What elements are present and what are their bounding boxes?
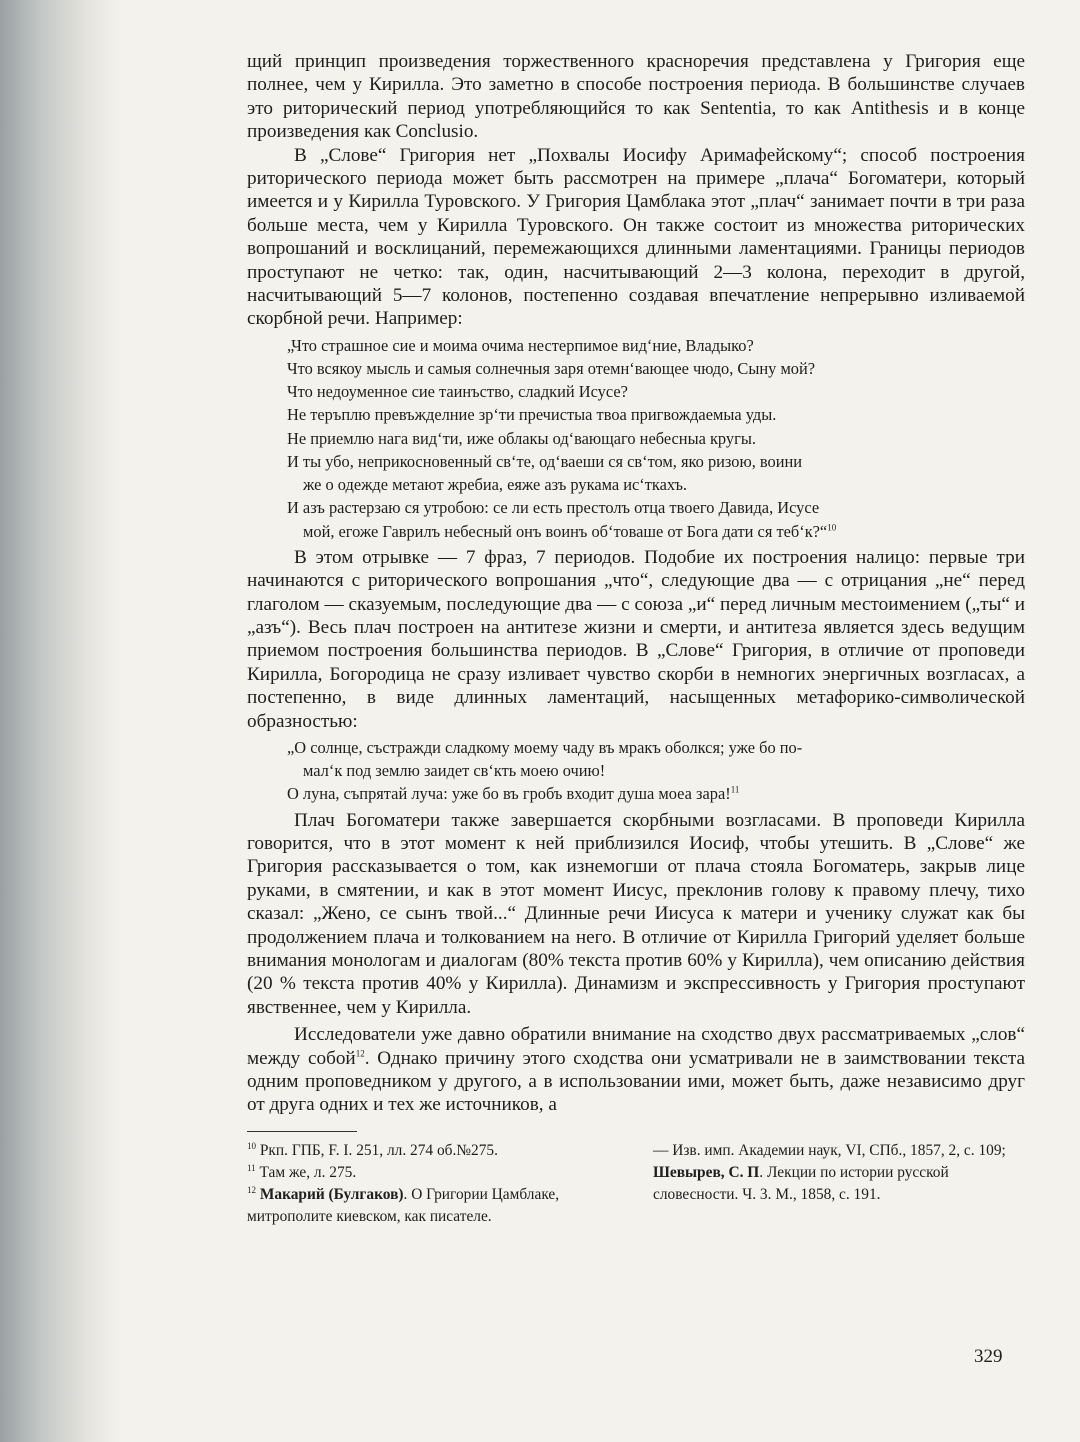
footnote-11: $^{11}$ Там же, л. 275. (247, 1162, 357, 1181)
paragraph-2: В „Слове“ Григория нет „Похвалы Иосифу Аримафейскому“; способ построения риторического периода может быть рассмотрен на примере „плача“ Богоматери, который имеется и у Кирилла Туровского. У Григория Цамблака этот „плач“ занимает почти в три раза больше места, чем у Кирилла Туровского. Он также состоит из множества риторических вопрошаний и восклицаний, перемежающихся длинными ламентациями. Границы периодов проступают не четко: так, один, насчитывающий 2—3 колона, переходит в другой, насчитывающий 5—7 колонов, постепенно создавая впечатление непрерывно изливаемой скорбной речи. Например: (247, 144, 1025, 330)
quote-line-last: О луна, съпрятай луча: уже бо въ гробъ входит душа моеа зара!$^{11}$ (287, 784, 740, 804)
quote-line: Что всякоу мысль и самыя солнечныя заря отемн‘вающее чюдо, Сыну мой? (287, 359, 816, 379)
page-number: 329 (974, 1346, 1003, 1367)
quote-line: И азъ растерзаю ся утробою: се ли есть престолъ отца твоего Давида, Исусе (287, 498, 820, 518)
footnote-ref-11: 11 (730, 784, 740, 795)
book-gutter-shadow (0, 0, 120, 1442)
quote-line: И ты убо, неприкосновенный св‘те, од‘ваеши ся св‘том, яко ризою, воини (287, 451, 803, 471)
footnotes-left-column (247, 1140, 619, 1228)
footnote-ref-10: 10 (827, 522, 837, 533)
page-content (247, 50, 1025, 1228)
quote-line-last: мой, егоже Гаврилъ небесный онъ воинъ об‘товаше от Бога дати ся теб‘к?“$^{10}$ (303, 521, 837, 541)
footnote-10: $^{10}$ Ркп. ГПБ, F. I. 251, лл. 274 об.№275. (247, 1140, 498, 1159)
paragraph-5: Исследователи уже давно обратили внимание на сходство двух рассматриваемых „слов“ между собой$^{12}$. Однако причину этого сходства они усматривали не в заимствовании текста одним проповедником у другого, а в использовании ими, может быть, даже независимо друг от друга одних и тех же источников, а (247, 1024, 1025, 1116)
quote-lament-1 (287, 334, 1025, 543)
quote-line: Что недоуменное сие таинъство, сладкий Исусе? (287, 382, 628, 402)
quote-lament-2 (287, 736, 1025, 806)
quote-line: Не теръплю превъжделние зр‘ти пречистыа твоа пригвождаемыа уды. (287, 405, 777, 425)
footnotes (247, 1140, 1025, 1228)
quote-line: „О солнце, състражди сладкому моему чаду въ мракъ оболкся; уже бо по- (287, 737, 803, 757)
paragraph-1: щий принцип произведения торжественного красноречия представлена у Григория еще полнее, чем у Кирилла. Это заметно в способе построения периода. В большинстве случаев это риторический период употребляющийся то как Sententia, то как Antithesis и в конце произведения как Conclusio. (247, 51, 1025, 143)
quote-line: же о одежде метают жребиа, еяже азъ рукама ис‘ткахъ. (303, 475, 688, 495)
footnote-12-continued: — Изв. имп. Академии наук, VI, СПб., 1857, 2, с. 109; Шевырев, С. П. Лекции по истории русской словесности. Ч. 3. М., 1858, с. 191. (653, 1141, 1006, 1203)
footnote-12: $^{12}$ Макарий (Булгаков). О Григории Цамблаке, митрополите киевском, как писателе. (247, 1184, 560, 1225)
footnote-ref-12: 12 (355, 1048, 365, 1059)
footnotes-right-column (653, 1140, 1025, 1228)
footnote-divider (247, 1131, 357, 1132)
paragraph-3: В этом отрывке — 7 фраз, 7 периодов. Подобие их построения налицо: первые три начинаются с риторического вопрошания „что“, следующие два — с отрицания „не“ перед глаголом — сказуемым, последующие два — с союза „и“ перед личным местоимением („ты“ и „азъ“). Весь плач построен на антитезе жизни и смерти, и антитеза является здесь ведущим приемом построения большинства периодов. В „Слове“ Григория, в отличие от проповеди Кирилла, Богородица не сразу изливает чувство скорби в немногих энергичных возгласах, а постепенно, в виде длинных ламентаций, насыщенных метафорико-символической образностью: (247, 546, 1025, 732)
quote-line: мал‘к под землю заидет св‘кть моею очию! (303, 761, 606, 781)
paragraph-4: Плач Богоматери также завершается скорбными возгласами. В проповеди Кирилла говорится, что в этот момент к ней приблизился Иосиф, чтобы утешить. В „Слове“ же Григория рассказывается о том, как изнемогши от плача стояла Богоматерь, закрыв лице руками, в смятении, и как в этот момент Иисус, преклонив голову к правому плечу, тихо сказал: „Жено, се сынъ твой...“ Длинные речи Иисуса к матери и ученику служат как бы продолжением плача и толкованием на него. В отличие от Кирилла Григорий уделяет больше внимания монологам и диалогам (80% текста против 60% у Кирилла), чем описанию действия (20 % текста против 40% у Кирилла). Динамизм и экспрессивность у Григория проступают явственнее, чем у Кирилла. (247, 809, 1025, 1018)
body-text (247, 50, 1025, 1117)
quote-line: Не приемлю нага вид‘ти, иже облакы од‘вающаго небесныа кругы. (287, 428, 756, 448)
quote-line: „Что страшное сие и моима очима нестерпимое вид‘ние, Владыко? (287, 335, 754, 355)
